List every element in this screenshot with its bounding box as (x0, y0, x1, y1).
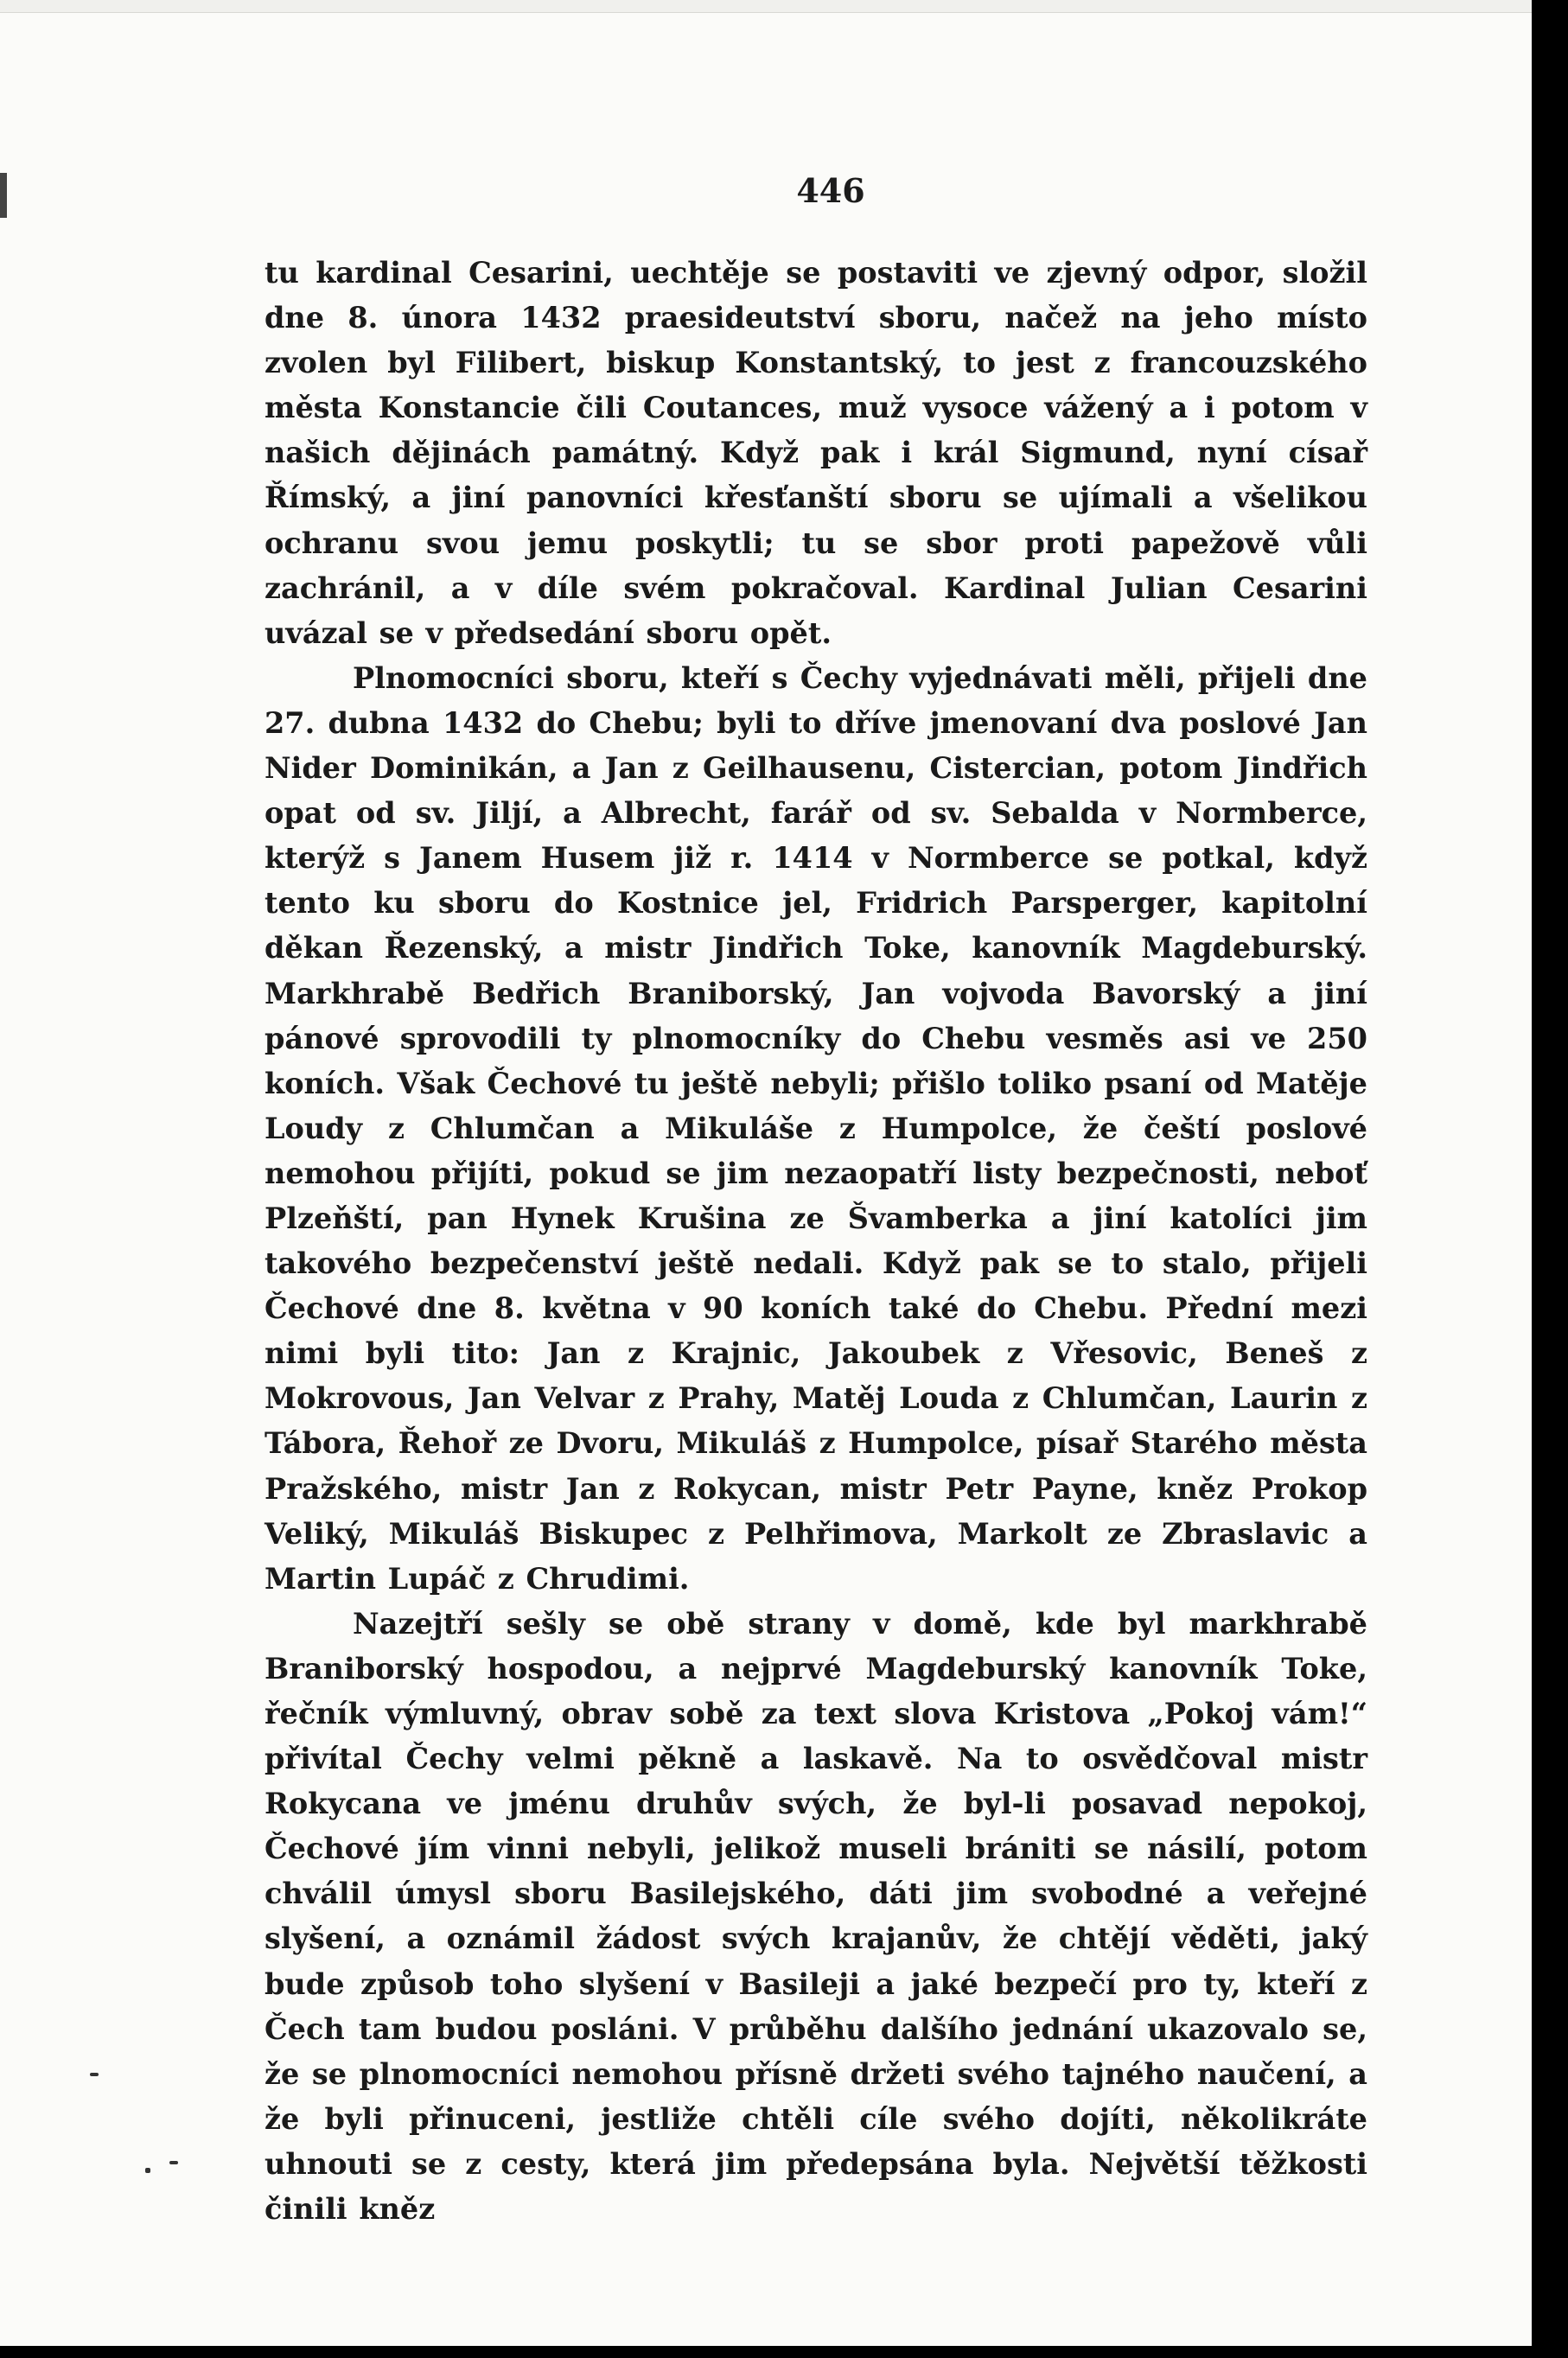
paragraph: Plnomocníci sboru, kteří s Čechy vyjednávati měli, přijeli dne 27. dubna 1432 do Chebu; byli to dříve jmenovaní dva poslové Jan Nider Dominikán, a Jan z Geilhausenu, Cistercian, potom Jindřich opat od sv. Jiljí, a Albrecht, farář od sv. Sebalda v Normberce, kterýž s Janem Husem již r. 1414 v Normberce se potkal, když tento ku sboru do Kostnice jel, Fridrich Parsperger, kapitolní děkan Řezenský, a mistr Jindřich Toke, kanovník Magdeburský. Markhrabě Bedřich Braniborský, Jan vojvoda Bavorský a jiní pánové sprovodili ty plnomocníky do Chebu vesměs asi ve 250 koních. Však Čechové tu ještě nebyli; přišlo toliko psaní od Matěje Loudy z Chlumčan a Mikuláše z Humpolce, že čeští poslové nemohou přijíti, pokud se jim nezaopatří listy bezpečnosti, neboť Plzeňští, pan Hynek Krušina ze Švamberka a jiní katolíci jim takového bezpečenství ještě nedali. Když pak se to stalo, přijeli Čechové dne 8. května v 90 koních také do Chebu. Přední mezi nimi byli tito: Jan z Krajnic, Jakoubek z Vřesovic, Beneš z Mokrovous, Jan Velvar z Prahy, Matěj Louda z Chlumčan, Laurin z Tábora, Řehoř ze Dvoru, Mikuláš z Humpolce, písař Starého města Pražského, mistr Jan z Rokycan, mistr Petr Payne, kněz Prokop Veliký, Mikuláš Biskupec z Pelhřimova, Markolt ze Zbraslavic a Martin Lupáč z Chrudimi. (265, 660, 1367, 1596)
page-number: 446 (796, 171, 865, 210)
body-text (265, 251, 1367, 2232)
page-top-edge (0, 0, 1532, 13)
paragraph: Nazejtří sešly se obě strany v domě, kde byl markhrabě Braniborský hospodou, a nejprvé Magdeburský kanovník Toke, řečník výmluvný, obrav sobě za text slova Kristova „Pokoj vám!“ přivítal Čechy velmi pěkně a laskavě. Na to osvědčoval mistr Rokycana ve jménu druhův svých, že byl-li posavad nepokoj, Čechové jím vinni nebyli, jelikož museli brániti se násilí, potom chválil úmysl sboru Basilejského, dáti jim svobodné a veřejné slyšení, a oznámil žádost svých krajanův, že chtějí věděti, jaký bude způsob toho slyšení v Basileji a jaké bezpečí pro ty, kteří z Čech tam budou posláni. V průběhu dalšího jednání ukazovalo se, že se plnomocníci nemohou přísně držeti svého tajného naučení, a že byli přinuceni, jestliže chtěli cíle svého dojíti, několikráte uhnouti se z cesty, která jim předepsána byla. Největší těžkosti činili kněz (265, 1606, 1367, 2227)
scan-speck (90, 2073, 99, 2076)
paragraph: tu kardinal Cesarini, uechtěje se postaviti ve zjevný odpor, složil dne 8. února 1432 praesideutství sboru, načež na jeho místo zvolen byl Filibert, biskup Konstantský, to jest z francouzského města Konstancie čili Coutances, muž vysoce vážený a i potom v našich dějinách památný. Když pak i král Sigmund, nyní císař Římský, a jiní panovníci křesťanští sboru se ujímali a všelikou ochranu svou jemu poskytli; tu se sbor proti papežově vůli zachránil, a v díle svém pokračoval. Kardinal Julian Cesarini uvázal se v předsedání sboru opět. (265, 256, 1367, 650)
scan-speck (145, 2168, 150, 2173)
scan-speck (169, 2161, 178, 2164)
